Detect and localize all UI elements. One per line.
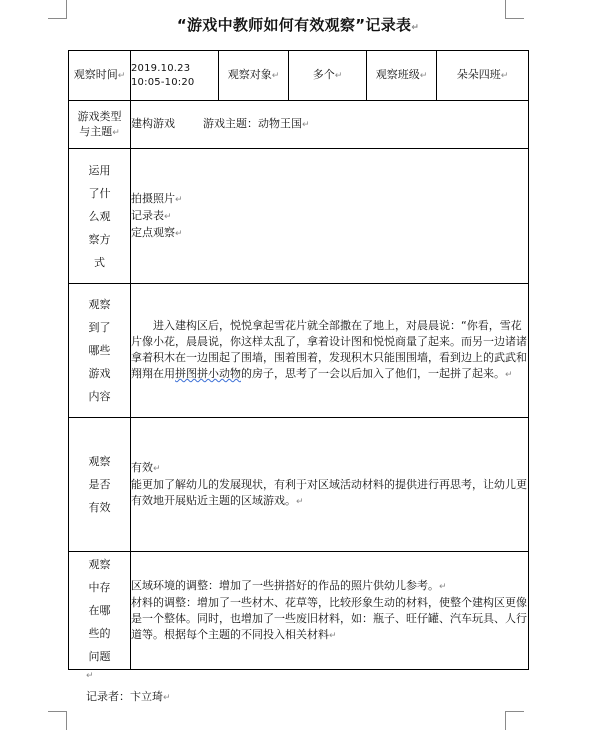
paragraph-mark: ↵ <box>86 671 94 681</box>
cell-method-label: 运用 了什 么观 察方 式 <box>69 149 131 284</box>
row-observation-effective <box>69 418 529 552</box>
row-game-type-theme <box>69 101 529 149</box>
cell-problems-value[interactable] <box>131 552 529 670</box>
observed-content-paragraph: 进入建构区后，悦悦拿起雪花片就全部撒在了地上，对晨晨说：“你看，雪花片像小花，晨晨说，你这样太乱了，拿着设计图和悦悦商量了起来。而另一边诸诸拿着积木在一边围起了围墙，围着围着，发现积木只能围围墙，看到边上的武武和翔翔在用拼图拼小动物的房子，思考了一会以后加入了他们，一起拼了起来。↵ <box>131 319 527 380</box>
highlighted-phrase: 拼图拼小动物 <box>175 367 241 380</box>
method-item: 定点观察↵ <box>131 225 183 239</box>
recorder-signature: 记录者：卞立琦↵ <box>86 690 171 703</box>
cell-object-value[interactable]: 多个↵ <box>289 51 367 101</box>
cell-class-label: 观察班级↵ <box>367 51 437 101</box>
effective-answer: 有效↵ <box>131 460 161 474</box>
cell-time-label: 观察时间↵ <box>69 51 131 101</box>
cell-time-value[interactable] <box>131 51 219 101</box>
cell-class-value[interactable]: 朵朵四班↵ <box>437 51 529 101</box>
document-title <box>68 14 528 35</box>
method-item: 记录表↵ <box>131 208 172 222</box>
cell-object-label: 观察对象↵ <box>219 51 289 101</box>
crop-mark-bottom-left <box>48 711 67 730</box>
problem-materials: 材料的调整：增加了一些材木、花草等，比较形象生动的材料，使整个建构区更像是一个整体。同时，也增加了一些废旧材料，如：瓶子、旺仔罐、汽车玩具、人行道等。根据每个主题的不同投入相关材料↵ <box>131 595 527 641</box>
crop-mark-bottom-right <box>505 711 524 730</box>
problem-environment: 区域环境的调整：增加了一些拼搭好的作品的照片供幼儿参考。↵ <box>131 578 447 592</box>
row-observation-time <box>69 51 529 101</box>
row-observation-method <box>69 149 529 284</box>
cell-effective-label: 观察 是否 有效 <box>69 418 131 552</box>
cell-problems-label: 观察 中存 在哪 些的 问题 <box>69 552 131 670</box>
cell-game-type-value[interactable]: 建构游戏 游戏主题：动物王国↵ <box>131 101 529 149</box>
method-item: 拍摄照片↵ <box>131 191 183 205</box>
cell-content-value[interactable] <box>131 284 529 418</box>
time-date: 2019.10.23 <box>131 62 191 74</box>
cell-effective-value[interactable] <box>131 418 529 552</box>
cell-method-value[interactable] <box>131 149 529 284</box>
row-observed-content <box>69 284 529 418</box>
game-type-text: 建构游戏 <box>131 117 175 130</box>
title-text: “游戏中教师如何有效观察”记录表 <box>176 16 412 34</box>
paragraph-mark: ↵ <box>411 23 420 33</box>
game-theme-text: 游戏主题：动物王国 <box>203 117 302 130</box>
time-range: 10:05-10:20 <box>131 76 195 88</box>
cell-content-label: 观察 到了 哪些 游戏 内容 <box>69 284 131 418</box>
row-observation-problems <box>69 552 529 670</box>
crop-mark-top-left <box>48 0 67 19</box>
observation-record-table <box>68 50 529 670</box>
effective-reason: 能更加了解幼儿的发展现状，有利于对区域活动材料的提供进行再思考，让幼儿更有效地开展贴近主题的区域游戏。↵ <box>131 477 527 507</box>
cell-game-type-label: 游戏类型 与主题↵ <box>69 101 131 149</box>
